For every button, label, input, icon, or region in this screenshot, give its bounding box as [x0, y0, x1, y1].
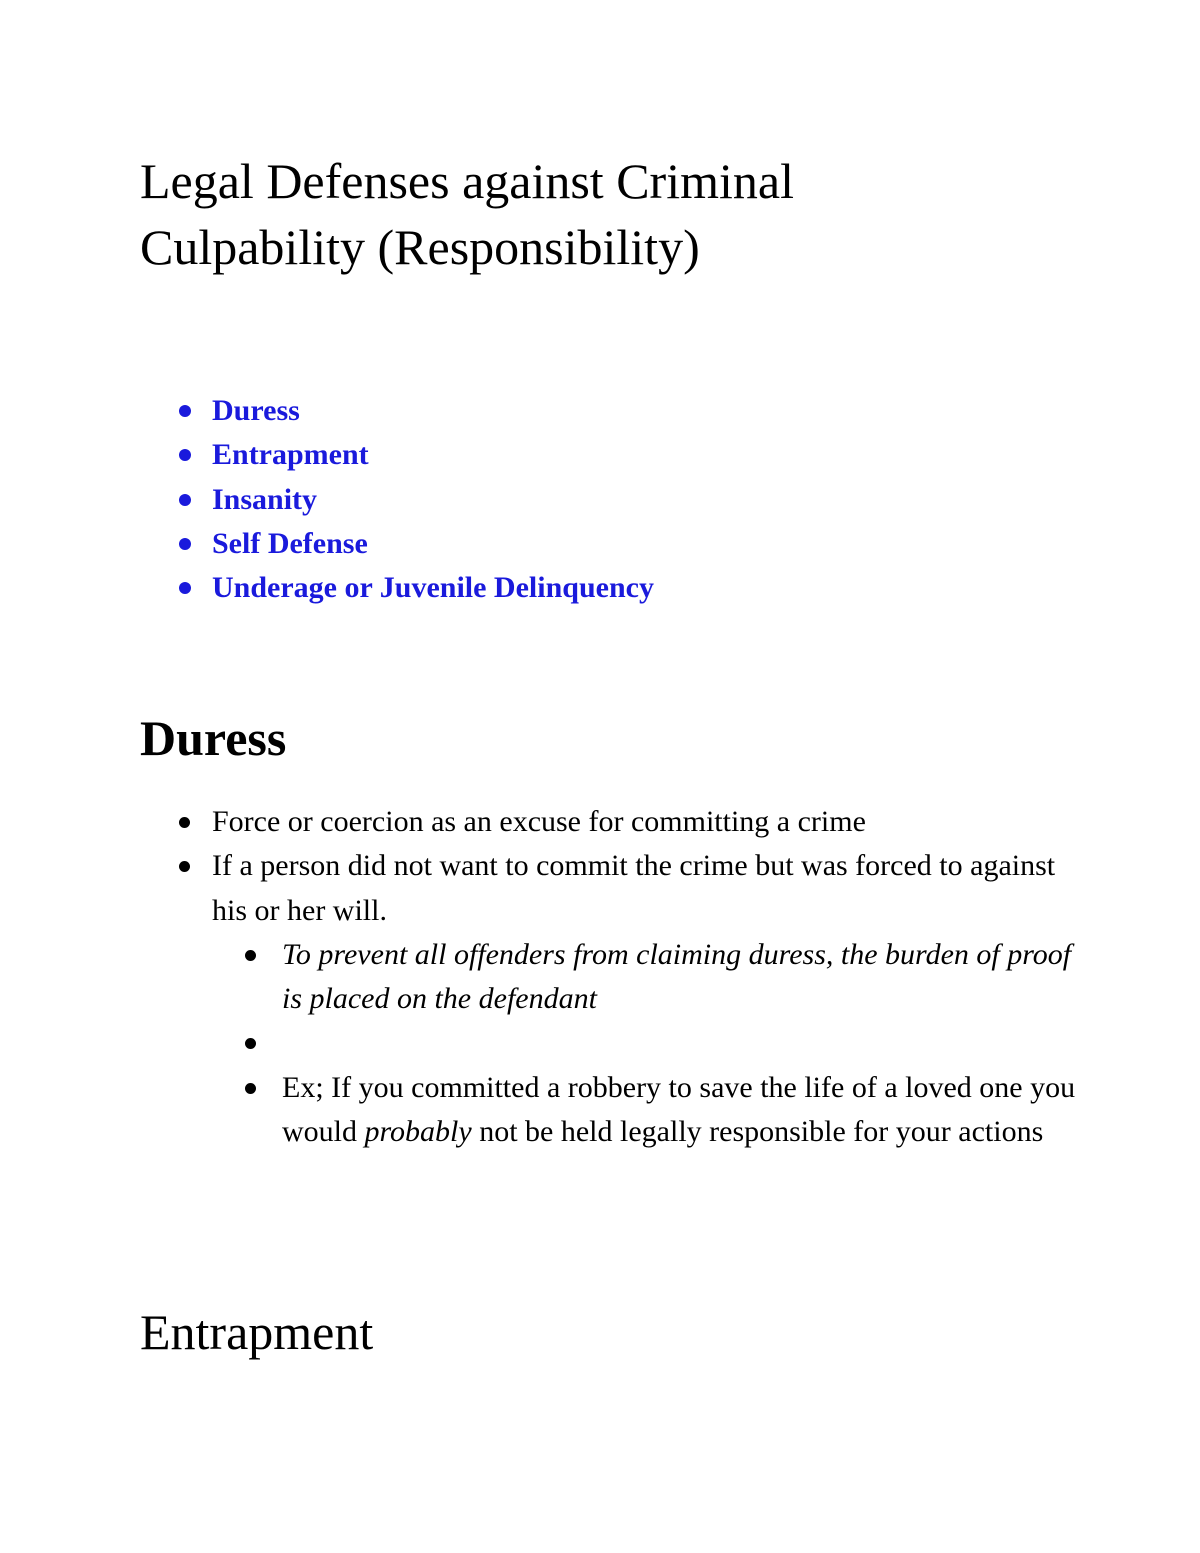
duress-sub-list	[247, 933, 1077, 1154]
list-item	[247, 933, 1077, 1022]
list-item	[247, 1066, 1077, 1155]
bullet-icon	[179, 449, 191, 461]
title-line-1: Legal Defenses against Criminal	[140, 153, 794, 209]
bullet-icon	[179, 494, 191, 506]
bullet-icon	[245, 1038, 256, 1049]
page-title	[140, 148, 1100, 280]
bullet-icon	[179, 861, 190, 872]
bullet-icon	[179, 538, 191, 550]
table-of-contents	[177, 389, 654, 610]
bullet-icon	[179, 817, 190, 828]
duress-sub-3-pre: Ex; If you committed a robbery to save the life of a loved one you would	[282, 1070, 1076, 1149]
toc-item-insanity	[177, 478, 654, 522]
toc-link-self-defense[interactable]: Self Defense	[212, 526, 368, 560]
toc-link-underage[interactable]: Underage or Juvenile Delinquency	[212, 571, 654, 605]
bullet-icon	[245, 950, 256, 961]
toc-item-duress	[177, 389, 654, 433]
bullet-icon	[179, 582, 191, 594]
duress-sub-3-post: not be held legally responsible for your actions	[471, 1115, 1044, 1149]
list-item	[247, 1021, 1077, 1065]
duress-bullet-2: If a person did not want to commit the crime but was forced to against his or her will.	[212, 849, 1056, 927]
section-heading-entrapment: Entrapment	[140, 1304, 374, 1360]
title-line-2: Culpability (Responsibility)	[140, 219, 700, 275]
duress-sub-3-emphasis: probably	[364, 1115, 472, 1149]
duress-sub-1: To prevent all offenders from claiming duress, the burden of proof is placed on the defendant	[282, 937, 1072, 1016]
toc-item-self-defense	[177, 522, 654, 566]
bullet-icon	[179, 405, 191, 417]
list-item	[177, 844, 1077, 1154]
duress-list	[177, 800, 1077, 1154]
bullet-icon	[245, 1083, 256, 1094]
section-heading-duress: Duress	[140, 710, 287, 766]
toc-item-entrapment	[177, 433, 654, 477]
toc-link-entrapment[interactable]: Entrapment	[212, 438, 369, 472]
toc-item-underage	[177, 566, 654, 610]
toc-link-insanity[interactable]: Insanity	[212, 482, 318, 516]
list-item	[177, 800, 1077, 844]
toc-link-duress[interactable]: Duress	[212, 394, 300, 427]
duress-bullet-1: Force or coercion as an excuse for committing a crime	[212, 805, 866, 838]
